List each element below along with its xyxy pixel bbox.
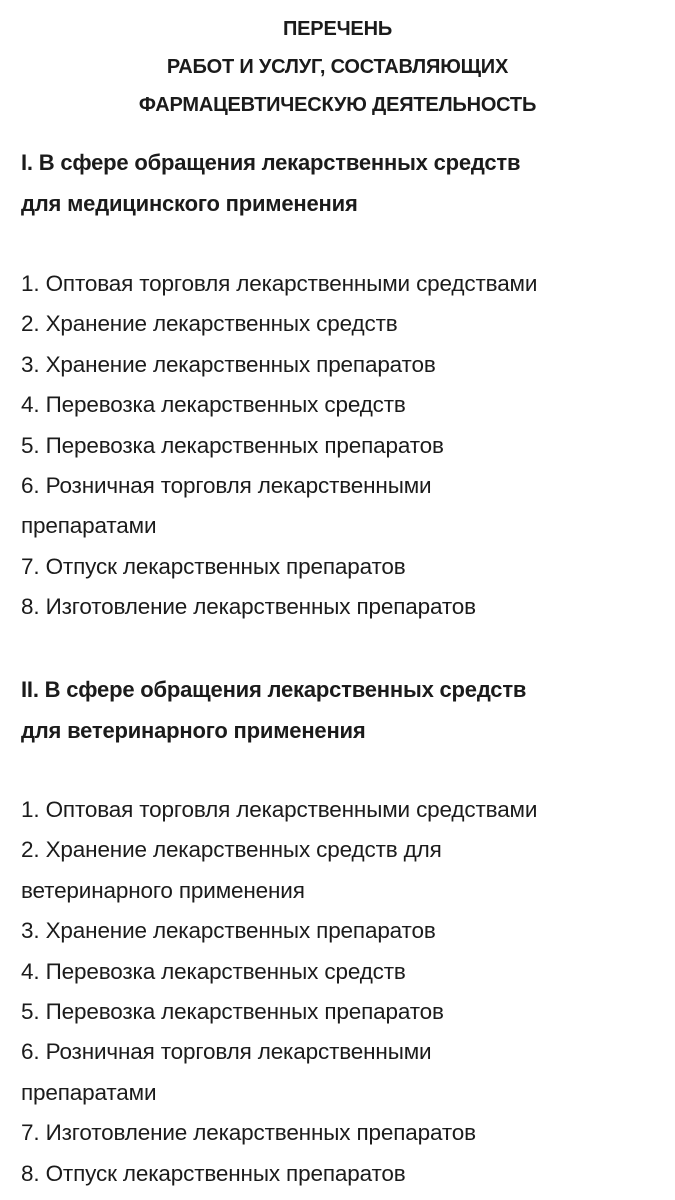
list-item-text: Изготовление лекарственных препаратов <box>45 594 476 620</box>
list-item-text: Изготовление лекарственных препаратов <box>45 1120 476 1146</box>
section-1-list <box>21 264 661 628</box>
list-item-text: Хранение лекарственных препаратов <box>45 351 436 377</box>
list-item-text: Оптовая торговля лекарственными средствами <box>45 797 538 822</box>
list-item <box>21 264 661 304</box>
document-title <box>0 10 675 124</box>
list-item <box>21 385 661 425</box>
list-item-number: 6. <box>21 473 40 499</box>
section-2-heading <box>21 669 661 751</box>
list-item <box>21 426 661 466</box>
list-item-text: Розничная торговля лекарственными препаратами <box>21 1039 432 1105</box>
list-item-number: 7. <box>21 1120 40 1146</box>
list-item-text: Перевозка лекарственных препаратов <box>45 432 444 458</box>
section-1-heading <box>21 142 661 224</box>
list-item <box>21 304 661 344</box>
section-2-heading-line-2: для ветеринарного применения <box>21 718 366 743</box>
list-item <box>21 345 661 385</box>
list-item-text: Розничная торговля лекарственными препаратами <box>21 473 432 539</box>
list-item <box>21 547 661 587</box>
title-line-2: РАБОТ И УСЛУГ, СОСТАВЛЯЮЩИХ <box>166 56 509 78</box>
list-item-number: 5. <box>21 999 40 1025</box>
list-item <box>21 466 521 547</box>
list-item-text: Отпуск лекарственных препаратов <box>45 1160 406 1186</box>
list-item-text: Перевозка лекарственных средств <box>45 958 406 984</box>
list-item <box>21 911 661 951</box>
title-line-1: ПЕРЕЧЕНЬ <box>282 18 392 40</box>
list-item <box>21 1032 521 1113</box>
list-item-number: 8. <box>21 594 40 620</box>
list-item <box>21 992 661 1032</box>
list-item-number: 5. <box>21 432 40 458</box>
section-1-heading-line-2: для медицинского применения <box>21 191 358 216</box>
list-item-text: Перевозка лекарственных препаратов <box>45 999 444 1025</box>
list-item-number: 4. <box>21 958 40 984</box>
list-item-text: Хранение лекарственных средств <box>45 311 398 337</box>
list-item-number: 7. <box>21 553 40 579</box>
list-item-number: 2. <box>21 837 40 863</box>
list-item <box>21 1113 661 1153</box>
list-item <box>21 1154 661 1194</box>
list-item-number: 2. <box>21 311 40 337</box>
list-item <box>21 790 661 830</box>
list-item-number: 6. <box>21 1039 40 1065</box>
list-item-text: Перевозка лекарственных средств <box>45 392 406 418</box>
list-item-text: Отпуск лекарственных препаратов <box>45 553 406 579</box>
list-item-number: 8. <box>21 1160 40 1186</box>
section-1-heading-line-1: I. В сфере обращения лекарственных средств <box>21 150 521 175</box>
title-line-3: ФАРМАЦЕВТИЧЕСКУЮ ДЕЯТЕЛЬНОСТЬ <box>138 94 537 116</box>
list-item-number: 1. <box>21 797 40 822</box>
list-item-text: Оптовая торговля лекарственными средствами <box>45 271 538 296</box>
list-item-number: 3. <box>21 918 40 944</box>
list-item <box>21 587 661 627</box>
list-item-text: Хранение лекарственных препаратов <box>45 918 436 944</box>
section-2-list <box>21 790 661 1194</box>
list-item <box>21 830 521 911</box>
list-item <box>21 952 661 992</box>
list-item-number: 1. <box>21 271 40 296</box>
list-item-number: 3. <box>21 351 40 377</box>
list-item-number: 4. <box>21 392 40 418</box>
section-2-heading-line-1: II. В сфере обращения лекарственных средств <box>21 677 527 702</box>
list-item-text: Хранение лекарственных средств для ветеринарного применения <box>21 837 442 903</box>
